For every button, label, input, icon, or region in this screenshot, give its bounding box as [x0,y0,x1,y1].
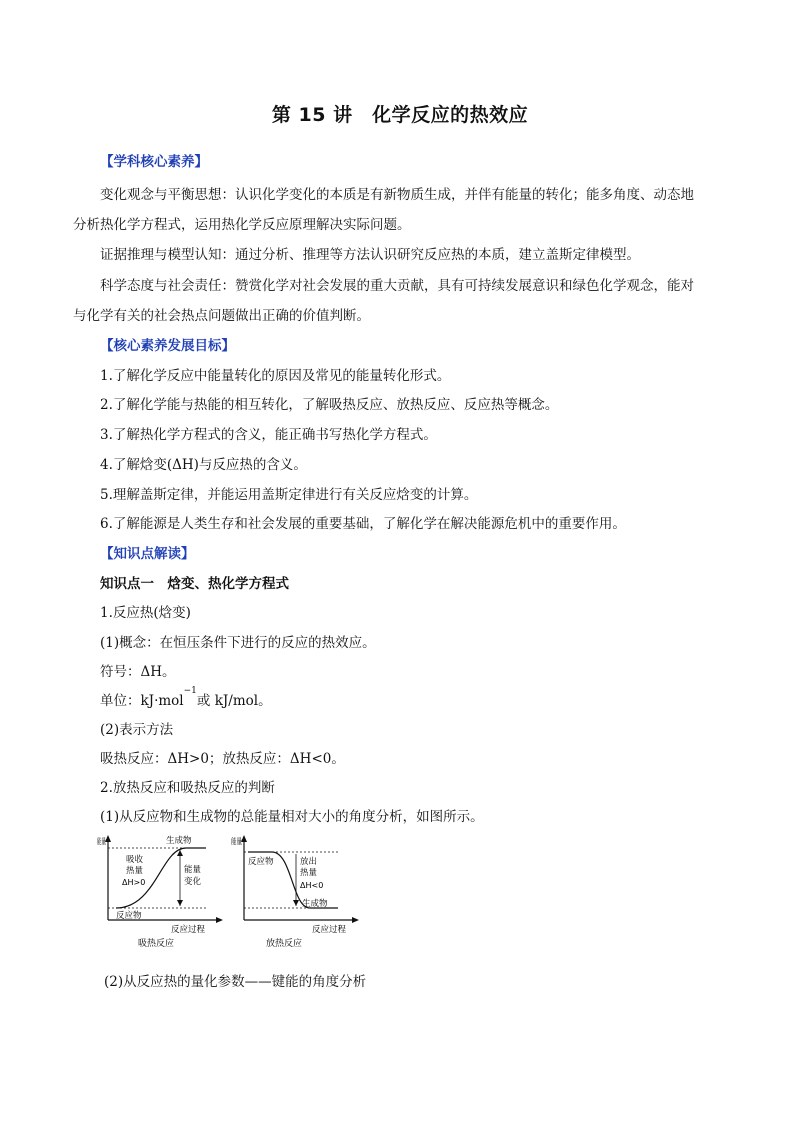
endo-dh-label: ΔH>0 [122,878,146,887]
knowledge-text: 吸热反应：ΔH>0；放热反应：ΔH<0。 [100,751,345,767]
endo-product-label: 生成物 [166,836,192,846]
goal-item: 5.理解盖斯定律，并能运用盖斯定律进行有关反应焓变的计算。 [100,487,478,503]
knowledge-text: 符号：ΔH。 [100,664,176,680]
knowledge-text: (2)表示方法 [100,722,174,738]
knowledge-text: (2)从反应热的量化参数——键能的角度分析 [104,974,367,990]
knowledge-point-heading: 知识点一 焓变、热化学方程式 [100,576,289,592]
unit-suffix: 或 kJ/mol。 [196,693,272,709]
endo-caption: 吸热反应 [138,939,175,949]
exo-reactant-label: 反应物 [248,857,274,867]
endothermic-diagram [96,830,226,954]
unit-superscript: −1 [183,686,197,696]
goal-item: 3.了解热化学方程式的含义，能正确书写热化学方程式。 [100,427,437,443]
knowledge-text: (1)概念：在恒压条件下进行的反应的热效应。 [100,635,376,651]
paragraph-line: 科学态度与社会责任：赞赏化学对社会发展的重大贡献，具有可持续发展意识和绿色化学观念，能对 [100,278,694,294]
paragraph-line: 分析热化学方程式，运用热化学反应原理解决实际问题。 [73,217,411,233]
section-heading-core: 【学科核心素养】 [100,154,208,170]
page-title: 第 15 讲 化学反应的热效应 [271,104,529,126]
paragraph-line: 证据推理与模型认知：通过分析、推理等方法认识研究反应热的本质，建立盖斯定律模型。 [100,247,640,263]
exo-x-axis-label: 反应过程 [312,925,347,935]
knowledge-text: (1)从反应物和生成物的总能量相对大小的角度分析，如图所示。 [100,809,484,825]
y-axis-label-top: 能量 [97,837,113,846]
goal-item: 6.了解能源是人类生存和社会发展的重要基础，了解化学在解决能源危机中的重要作用。 [100,516,626,532]
exo-release-label: 热量 [300,868,318,878]
unit-prefix: 单位：kJ·mol [100,693,184,709]
exo-product-label: 生成物 [302,899,328,909]
endo-energy-change: 变化 [184,877,202,887]
section-heading-points: 【知识点解读】 [100,546,195,562]
section-heading-goals: 【核心素养发展目标】 [100,338,235,354]
knowledge-item: 2.放热反应和吸热反应的判断 [100,780,275,796]
paragraph-line: 变化观念与平衡思想：认识化学变化的本质是有新物质生成，并伴有能量的转化；能多角度、动态地 [100,187,694,203]
endo-reactant-label: 反应物 [116,911,142,921]
knowledge-item: 1.反应热(焓变) [100,605,191,621]
paragraph-line: 与化学有关的社会热点问题做出正确的价值判断。 [73,308,370,324]
goal-item: 4.了解焓变(ΔH)与反应热的含义。 [100,457,307,473]
goal-item: 2.了解化学能与热能的相互转化，了解吸热反应、放热反应、反应热等概念。 [100,397,559,413]
endo-energy-change: 能量 [184,865,202,875]
exo-caption: 放热反应 [266,939,303,949]
knowledge-text [100,686,272,709]
endo-absorb-label: 吸收 [126,855,144,865]
exo-release-label: 放出 [300,857,318,867]
goal-item: 1.了解化学反应中能量转化的原因及常见的能量转化形式。 [100,368,451,384]
y-axis-label-top: 能量 [231,837,247,846]
exothermic-diagram [230,830,365,954]
endo-x-axis-label: 反应过程 [171,925,206,935]
exo-dh-label: ΔH<0 [300,881,324,890]
endo-absorb-label: 热量 [126,866,144,876]
